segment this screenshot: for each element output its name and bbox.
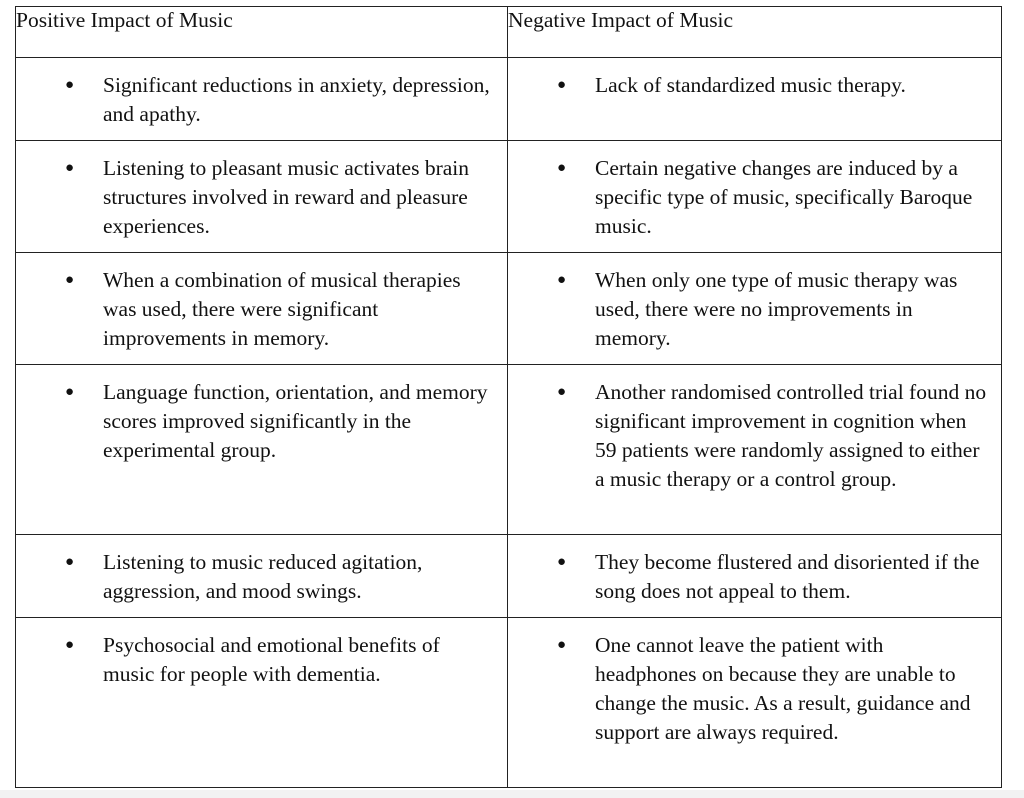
positive-cell — [16, 365, 508, 535]
bullet-icon: ● — [65, 77, 75, 93]
bullet-icon: ● — [65, 384, 75, 400]
header-negative: Negative Impact of Music — [508, 7, 1002, 58]
table-row — [16, 365, 1002, 535]
header-row — [16, 7, 1002, 58]
bullet-icon: ● — [557, 637, 567, 653]
negative-cell — [508, 365, 1002, 535]
negative-cell — [508, 253, 1002, 365]
table-row — [16, 618, 1002, 788]
positive-cell — [16, 58, 508, 141]
bullet-icon: ● — [557, 272, 567, 288]
positive-cell — [16, 618, 508, 788]
impact-table — [15, 6, 1002, 788]
positive-text: Listening to music reduced agitation, aggression, and mood swings. — [103, 550, 423, 603]
positive-text: Listening to pleasant music activates brain structures involved in reward and pleasure experiences. — [103, 156, 469, 238]
bullet-icon: ● — [557, 384, 567, 400]
page-bottom-edge — [0, 790, 1024, 798]
positive-text: When a combination of musical therapies was used, there were significant improvements in memory. — [103, 268, 461, 350]
table-row — [16, 253, 1002, 365]
positive-text: Psychosocial and emotional benefits of music for people with dementia. — [103, 633, 440, 686]
bullet-icon: ● — [65, 637, 75, 653]
positive-cell — [16, 535, 508, 618]
negative-text: When only one type of music therapy was used, there were no improvements in memory. — [595, 268, 958, 350]
negative-cell — [508, 535, 1002, 618]
bullet-icon: ● — [65, 272, 75, 288]
table-row — [16, 58, 1002, 141]
negative-cell — [508, 618, 1002, 788]
positive-cell — [16, 253, 508, 365]
negative-text: Lack of standardized music therapy. — [595, 73, 906, 97]
bullet-icon: ● — [557, 77, 567, 93]
negative-cell — [508, 141, 1002, 253]
negative-text: One cannot leave the patient with headphones on because they are unable to change the music. As a result, guidance and support are always required. — [595, 633, 971, 744]
negative-text: Certain negative changes are induced by a specific type of music, specifically Baroque music. — [595, 156, 973, 238]
negative-cell — [508, 58, 1002, 141]
header-positive: Positive Impact of Music — [16, 7, 508, 58]
bullet-icon: ● — [65, 160, 75, 176]
table-row — [16, 535, 1002, 618]
positive-text: Language function, orientation, and memory scores improved significantly in the experimental group. — [103, 380, 488, 462]
negative-text: Another randomised controlled trial found no significant improvement in cognition when 59 patients were randomly assigned to either a music therapy or a control group. — [595, 380, 987, 491]
positive-cell — [16, 141, 508, 253]
table-row — [16, 141, 1002, 253]
bullet-icon: ● — [65, 554, 75, 570]
positive-text: Significant reductions in anxiety, depression, and apathy. — [103, 73, 490, 126]
bullet-icon: ● — [557, 160, 567, 176]
negative-text: They become flustered and disoriented if the song does not appeal to them. — [595, 550, 980, 603]
bullet-icon: ● — [557, 554, 567, 570]
